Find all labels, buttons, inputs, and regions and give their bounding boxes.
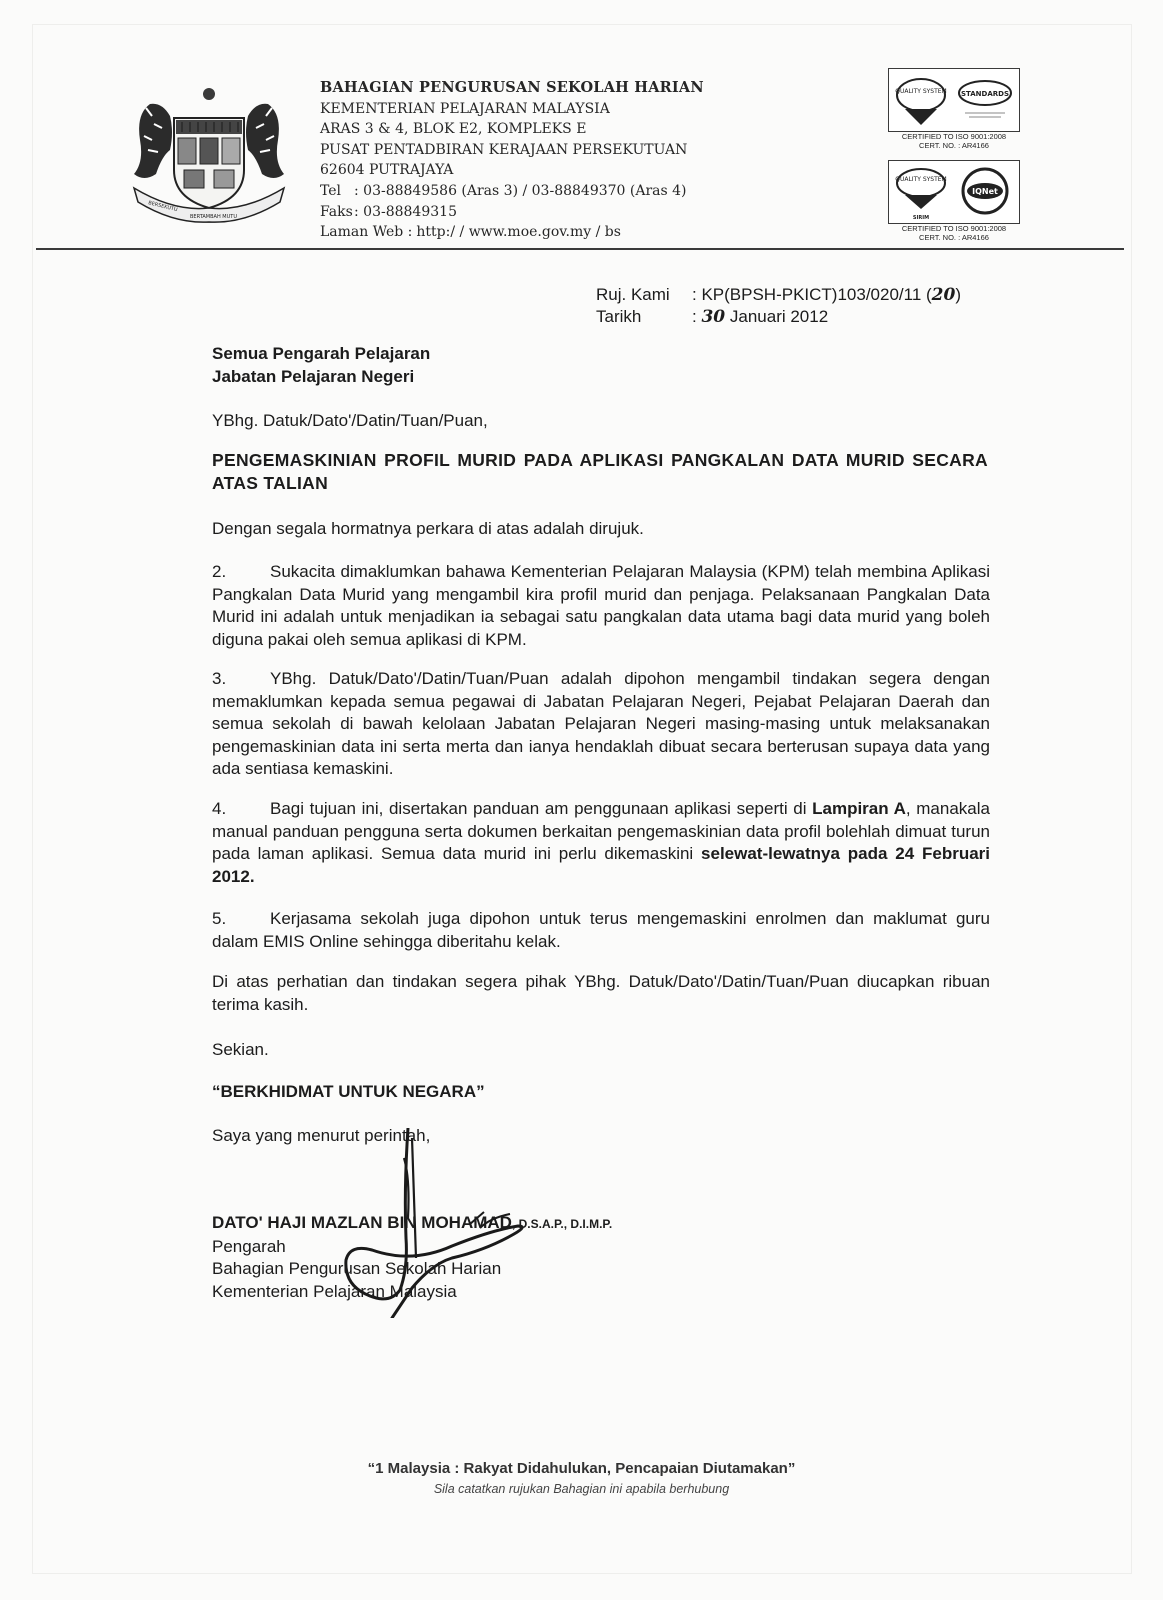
cert-number: CERT. NO. : AR4166	[919, 233, 989, 242]
cert-number: CERT. NO. : AR4166	[919, 141, 989, 150]
iqnet-logo	[889, 161, 1019, 223]
svg-text:SIRIM: SIRIM	[912, 215, 930, 221]
signatory-division: Bahagian Pengurusan Sekolah Harian	[212, 1259, 502, 1278]
svg-text:QUALITY SYSTEM: QUALITY SYSTEM	[895, 88, 947, 95]
signatory-name: DATO' HAJI MAZLAN BIN MOHAMAD	[212, 1213, 512, 1232]
paragraph-number: 4.	[212, 799, 227, 818]
address-line: ARAS 3 & 4, BLOK E2, KOMPLEKS E	[320, 121, 587, 138]
date-row	[596, 306, 961, 328]
tarikh-label: Tarikh	[596, 307, 642, 326]
cert-standard: CERTIFIED TO ISO 9001:2008	[901, 132, 1007, 141]
web-link[interactable]: http:/ / www.moe.gov.my / bs	[416, 224, 621, 241]
footer-note: Sila catatkan rujukan Bahagian ini apabila berhubung	[433, 1482, 730, 1496]
telephone-line	[320, 181, 720, 202]
paragraph-5	[212, 908, 990, 953]
address-line: PUSAT PENTADBIRAN KERAJAAN PERSEKUTUAN	[320, 141, 688, 158]
signatory-block	[212, 1212, 612, 1303]
tarikh-handwritten: 30	[701, 307, 726, 327]
tarikh-value: Januari 2012	[729, 307, 829, 326]
svg-text:BERTAMBAH MUTU: BERTAMBAH MUTU	[190, 214, 237, 220]
certification-logos	[888, 160, 1020, 224]
svg-text:QUALITY SYSTEM: QUALITY SYSTEM	[895, 176, 947, 183]
paragraph-text: YBhg. Datuk/Dato'/Datin/Tuan/Puan adalah dipohon mengambil tindakan segera dengan memaklumkan kepada semua pegawai di Jabatan Pelajaran Negeri, Pejabat Pelajaran Daerah dan semua sekolah di bawah kelolaan Jabatan Pelajaran Negeri masing-masing untuk melaksanakan pengemaskinian data ini serta merta dan ianya hendaklah dibuat secara berterusan supaya data yang ada sentiasa kemaskini.	[212, 669, 990, 778]
recipient-line: Semua Pengarah Pelajaran	[212, 344, 431, 363]
tarikh-prefix: :	[692, 307, 697, 326]
sekian-line: Sekian.	[212, 1040, 269, 1059]
certification-logos	[888, 68, 1020, 132]
fax-line	[320, 202, 720, 223]
fax-label: Faks	[320, 203, 353, 220]
attachment-reference: Lampiran A	[812, 799, 906, 818]
letterhead	[320, 78, 720, 243]
reference-block	[596, 284, 961, 328]
address-line: 62604 PUTRAJAYA	[320, 162, 454, 179]
reference-number-row	[596, 284, 961, 306]
paragraph-2	[212, 561, 990, 651]
paragraph-text: , manakala manual panduan pengguna serta dokumen berkaitan pengemaskinian data profil bolehlah dimuat turun pada laman aplikasi. Semua data murid ini perlu dikemaskini	[212, 799, 990, 863]
ruj-handwritten: 20	[931, 285, 956, 305]
ruj-label: Ruj. Kami	[596, 285, 670, 304]
paragraph-4	[212, 798, 990, 888]
signatory-ministry: Kementerian Pelajaran Malaysia	[212, 1281, 457, 1301]
salutation: YBhg. Datuk/Dato'/Datin/Tuan/Puan,	[212, 411, 488, 430]
tel-value: : 03-88849586 (Aras 3) / 03-88849370 (Aras 4)	[354, 182, 687, 199]
letterhead-divider	[36, 248, 1124, 250]
division-name: BAHAGIAN PENGURUSAN SEKOLAH HARIAN	[320, 79, 704, 96]
quality-system-logo	[889, 69, 1019, 131]
web-label: Laman Web :	[320, 224, 413, 241]
tel-label: Tel	[320, 182, 342, 199]
iso-certification-badge	[888, 160, 1020, 242]
paragraph-number: 3.	[212, 669, 227, 688]
signatory-title: Pengarah	[212, 1236, 286, 1256]
ministry-name: KEMENTERIAN PELAJARAN MALAYSIA	[320, 100, 610, 117]
paragraph-text: Kerjasama sekolah juga dipohon untuk terus mengemaskini enrolmen dan maklumat guru dalam EMIS Online sehingga diberitahu kelak.	[212, 909, 990, 951]
recipient-line: Jabatan Pelajaran Negeri	[212, 366, 415, 386]
paragraph-number: 2.	[212, 562, 227, 581]
cert-standard: CERTIFIED TO ISO 9001:2008	[901, 224, 1007, 233]
signatory-name-line	[212, 1212, 612, 1236]
ruj-close: )	[955, 285, 962, 304]
closing-paragraph: Di atas perhatian dan tindakan segera pihak YBhg. Datuk/Dato'/Datin/Tuan/Puan diucapkan ribuan terima kasih.	[212, 972, 990, 1014]
svg-text:IQNet: IQNet	[972, 187, 998, 196]
coat-of-arms-logo	[128, 84, 290, 224]
opening-line: Dengan segala hormatnya perkara di atas adalah dirujuk.	[212, 519, 644, 538]
motto-line: “BERKHIDMAT UNTUK NEGARA”	[212, 1082, 485, 1101]
paragraph-text: Sukacita dimaklumkan bahawa Kementerian Pelajaran Malaysia (KPM) telah membina Aplikasi Pangkalan Data Murid yang mengambil kira profil murid dan penjaga. Pelaksanaan Pangkalan Data Murid ini adalah untuk menjadikan ia sebagai satu pangkalan data utama bagi data murid yang boleh diguna pakai oleh semua aplikasi di KPM.	[212, 562, 990, 649]
subject-heading: PENGEMASKINIAN PROFIL MURID PADA APLIKASI PANGKALAN DATA MURID SECARA ATAS TALIAN	[212, 450, 988, 493]
footer-slogan: “1 Malaysia : Rakyat Didahulukan, Pencapaian Diutamakan”	[367, 1460, 796, 1477]
svg-text:STANDARDS: STANDARDS	[960, 90, 1010, 98]
sign-off-line: Saya yang menurut perintah,	[212, 1126, 431, 1145]
fax-value: : 03-88849315	[354, 203, 457, 220]
paragraph-text: Bagi tujuan ini, disertakan panduan am penggunaan aplikasi seperti di	[270, 799, 813, 818]
paragraph-number: 5.	[212, 909, 227, 928]
signatory-postnominal: , D.S.A.P., D.I.M.P.	[511, 1217, 613, 1231]
ruj-value: : KP(BPSH-PKICT)103/020/11 (	[692, 285, 932, 304]
paragraph-3	[212, 668, 990, 781]
recipient-block	[212, 343, 430, 388]
iso-certification-badge	[888, 68, 1020, 150]
web-line	[320, 222, 720, 243]
deadline-text: selewat-lewatnya pada 24 Februari 2012.	[212, 844, 991, 886]
svg-text:BERSEKUTU: BERSEKUTU	[147, 200, 179, 214]
